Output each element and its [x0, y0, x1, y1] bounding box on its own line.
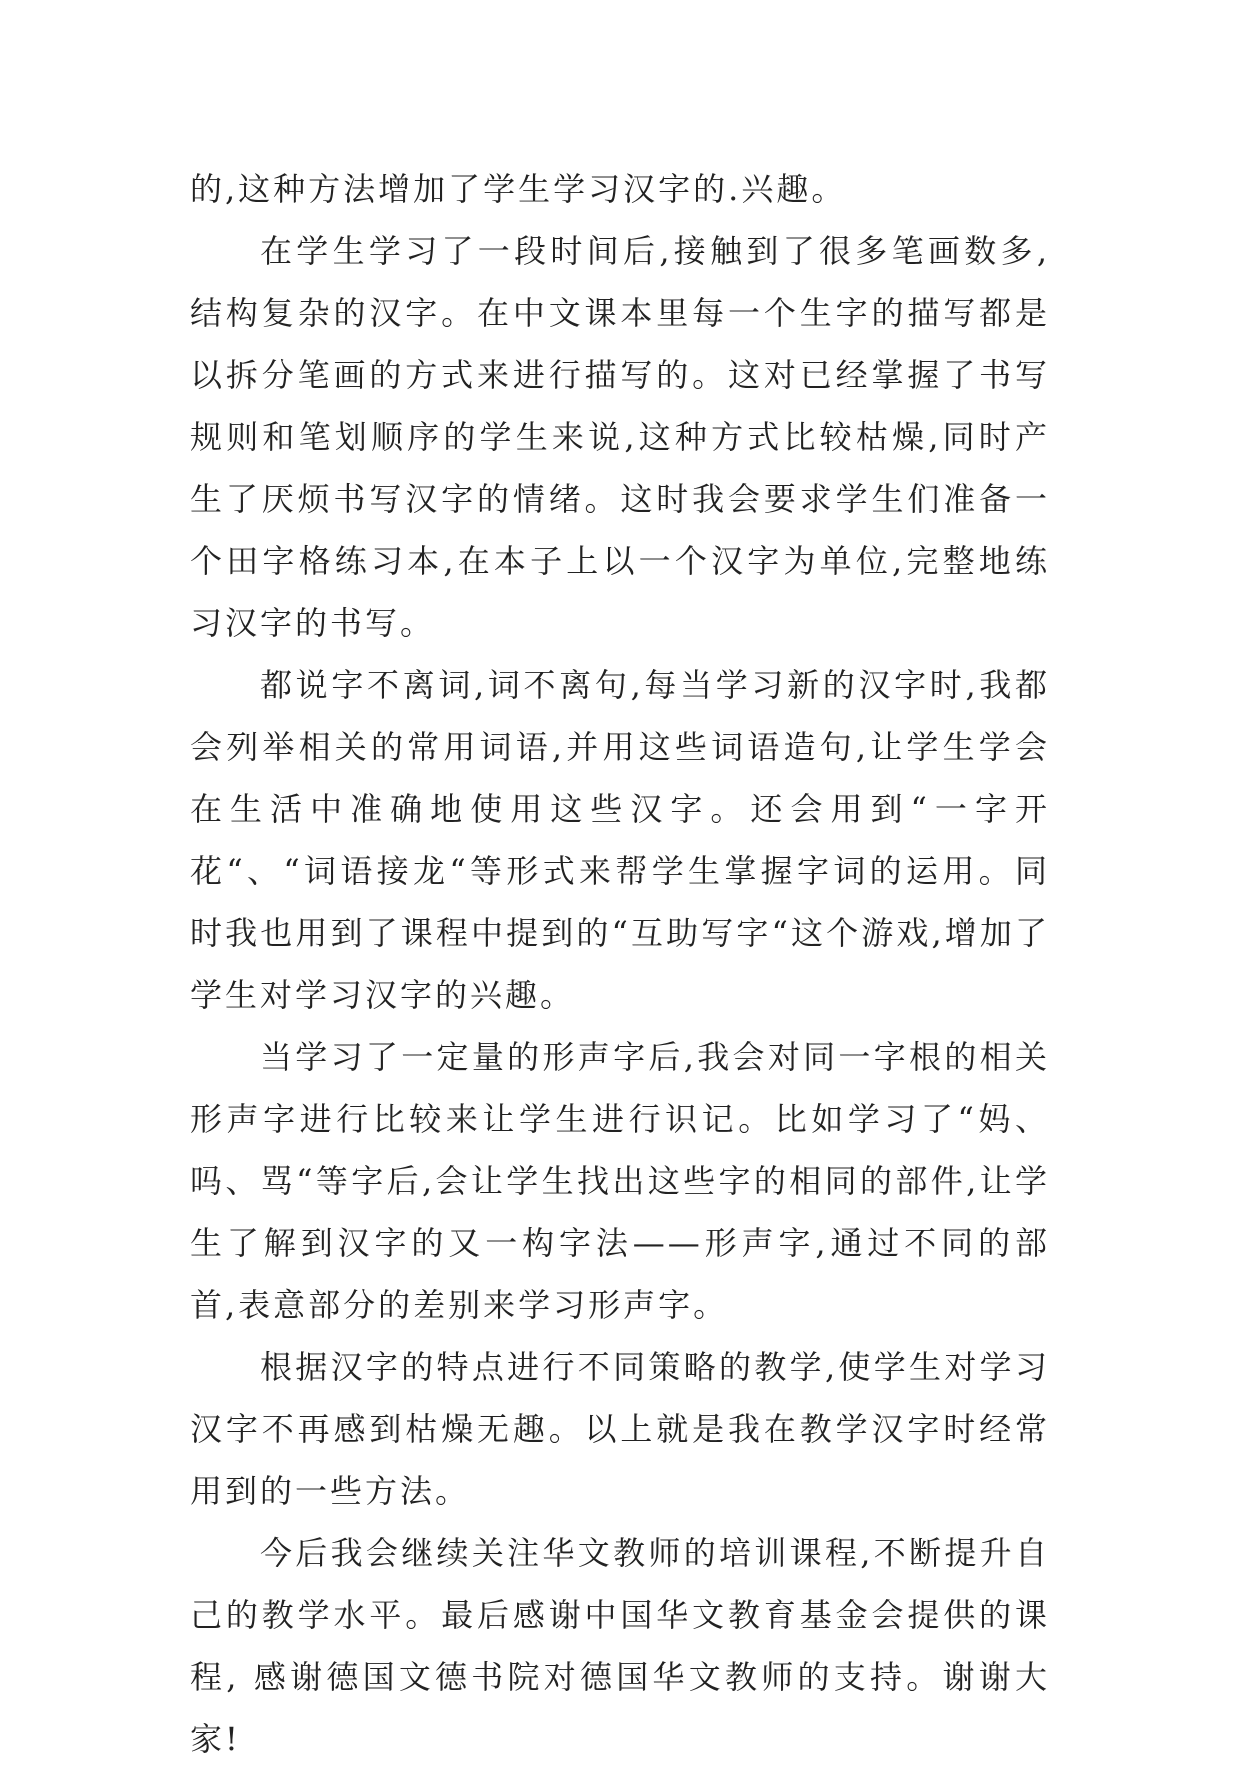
paragraph-4: 当学习了一定量的形声字后,我会对同一字根的相关形声字进行比较来让学生进行识记。比如学习了“妈、吗、骂“等字后,会让学生找出这些字的相同的部件,让学生了解到汉字的又一构字法——形声字,通过不同的部首,表意部分的差别来学习形声字。	[190, 1038, 1050, 1324]
paragraph-3: 都说字不离词,词不离句,每当学习新的汉字时,我都会列举相关的常用词语,并用这些词语造句,让学生学会在生活中准确地使用这些汉字。还会用到“一字开花“、“词语接龙“等形式来帮学生掌握字词的运用。同时我也用到了课程中提到的“互助写字“这个游戏,增加了学生对学习汉字的兴趣。	[190, 666, 1050, 1014]
paragraph-5: 根据汉字的特点进行不同策略的教学,使学生对学习汉字不再感到枯燥无趣。以上就是我在教学汉字时经常用到的一些方法。	[190, 1348, 1050, 1510]
paragraph-2: 在学生学习了一段时间后,接触到了很多笔画数多,结构复杂的汉字。在中文课本里每一个生字的描写都是以拆分笔画的方式来进行描写的。这对已经掌握了书写规则和笔划顺序的学生来说,这种方式比较枯燥,同时产生了厌烦书写汉字的情绪。这时我会要求学生们准备一个田字格练习本,在本子上以一个汉字为单位,完整地练习汉字的书写。	[190, 232, 1050, 642]
paragraph-1: 的,这种方法增加了学生学习汉字的.兴趣。	[190, 170, 847, 208]
paragraph-6: 今后我会继续关注华文教师的培训课程,不断提升自己的教学水平。最后感谢中国华文教育基金会提供的课程, 感谢德国文德书院对德国华文教师的支持。谢谢大家!	[190, 1534, 1050, 1758]
document-body	[190, 158, 1050, 1770]
